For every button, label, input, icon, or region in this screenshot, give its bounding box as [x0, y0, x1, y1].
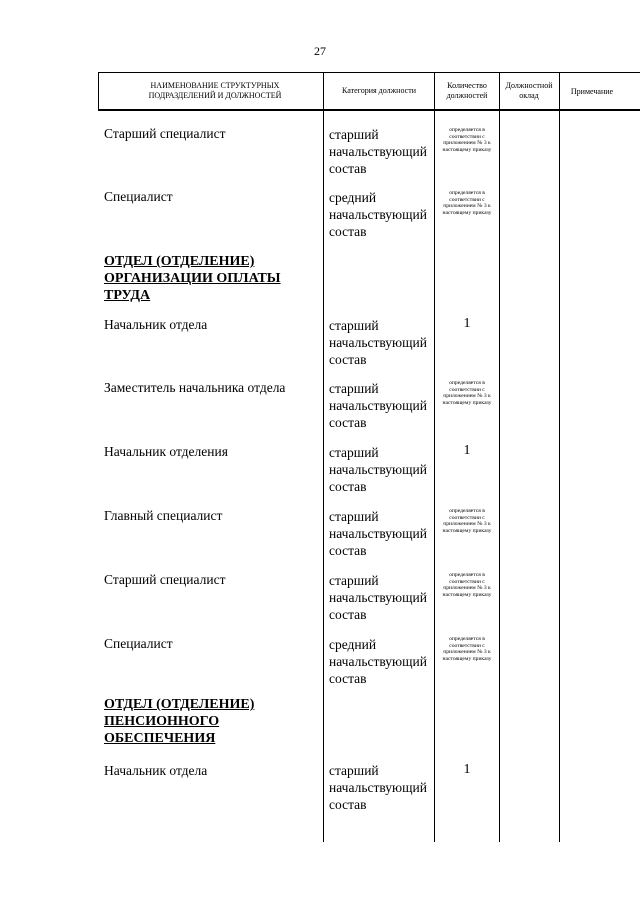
position-quantity: определяется в соответствии с приложением № 3 к настоящему приказу	[442, 127, 492, 153]
section-heading: ОТДЕЛ (ОТДЕЛЕНИЕ) ОРГАНИЗАЦИИ ОПЛАТЫ ТРУДА	[104, 254, 281, 303]
position-category: старший начальствующий состав	[329, 381, 427, 430]
position-name: Начальник отдела	[104, 763, 208, 778]
position-name: Старший специалист	[104, 126, 226, 141]
position-category: старший начальствующий состав	[329, 763, 427, 812]
col-border-4	[559, 72, 560, 842]
position-quantity: 1	[463, 762, 471, 777]
section-heading: ОТДЕЛ (ОТДЕЛЕНИЕ) ПЕНСИОННОГО ОБЕСПЕЧЕНИЯ	[104, 697, 255, 746]
col-border-1	[323, 72, 324, 842]
col-border-left	[98, 72, 99, 110]
position-quantity: определяется в соответствии с приложением № 3 к настоящему приказу	[442, 572, 492, 598]
position-category: старший начальствующий состав	[329, 318, 427, 367]
position-quantity: 1	[463, 316, 471, 331]
col-border-3	[499, 72, 500, 842]
header-col-note: Примечание	[570, 87, 614, 96]
position-name: Специалист	[104, 636, 173, 651]
position-category: средний начальствующий состав	[329, 637, 427, 686]
position-name: Начальник отделения	[104, 444, 228, 459]
header-col-name: НАИМЕНОВАНИЕ СТРУКТУРНЫХ ПОДРАЗДЕЛЕНИЙ И ДОЛЖНОСТЕЙ	[148, 81, 282, 100]
position-name: Главный специалист	[104, 508, 223, 523]
position-quantity: 1	[463, 443, 471, 458]
col-border-2	[434, 72, 435, 842]
header-col-quantity: Количество должностей	[446, 81, 488, 100]
position-category: старший начальствующий состав	[329, 445, 427, 494]
position-category: старший начальствующий состав	[329, 127, 427, 176]
position-name: Начальник отдела	[104, 317, 208, 332]
header-col-category: Категория должности	[342, 86, 416, 95]
page-number: 27	[314, 44, 326, 58]
position-category: средний начальствующий состав	[329, 190, 427, 239]
position-category: старший начальствующий состав	[329, 509, 427, 558]
position-category: старший начальствующий состав	[329, 573, 427, 622]
position-quantity: определяется в соответствии с приложением № 3 к настоящему приказу	[442, 636, 492, 662]
position-quantity: определяется в соответствии с приложением № 3 к настоящему приказу	[442, 190, 492, 216]
header-col-salary: Должностной оклад	[505, 81, 553, 100]
position-name: Старший специалист	[104, 572, 226, 587]
position-quantity: определяется в соответствии с приложением № 3 к настоящему приказу	[442, 380, 492, 406]
position-quantity: определяется в соответствии с приложением № 3 к настоящему приказу	[442, 508, 492, 534]
position-name: Заместитель начальника отдела	[104, 380, 286, 395]
position-name: Специалист	[104, 189, 173, 204]
